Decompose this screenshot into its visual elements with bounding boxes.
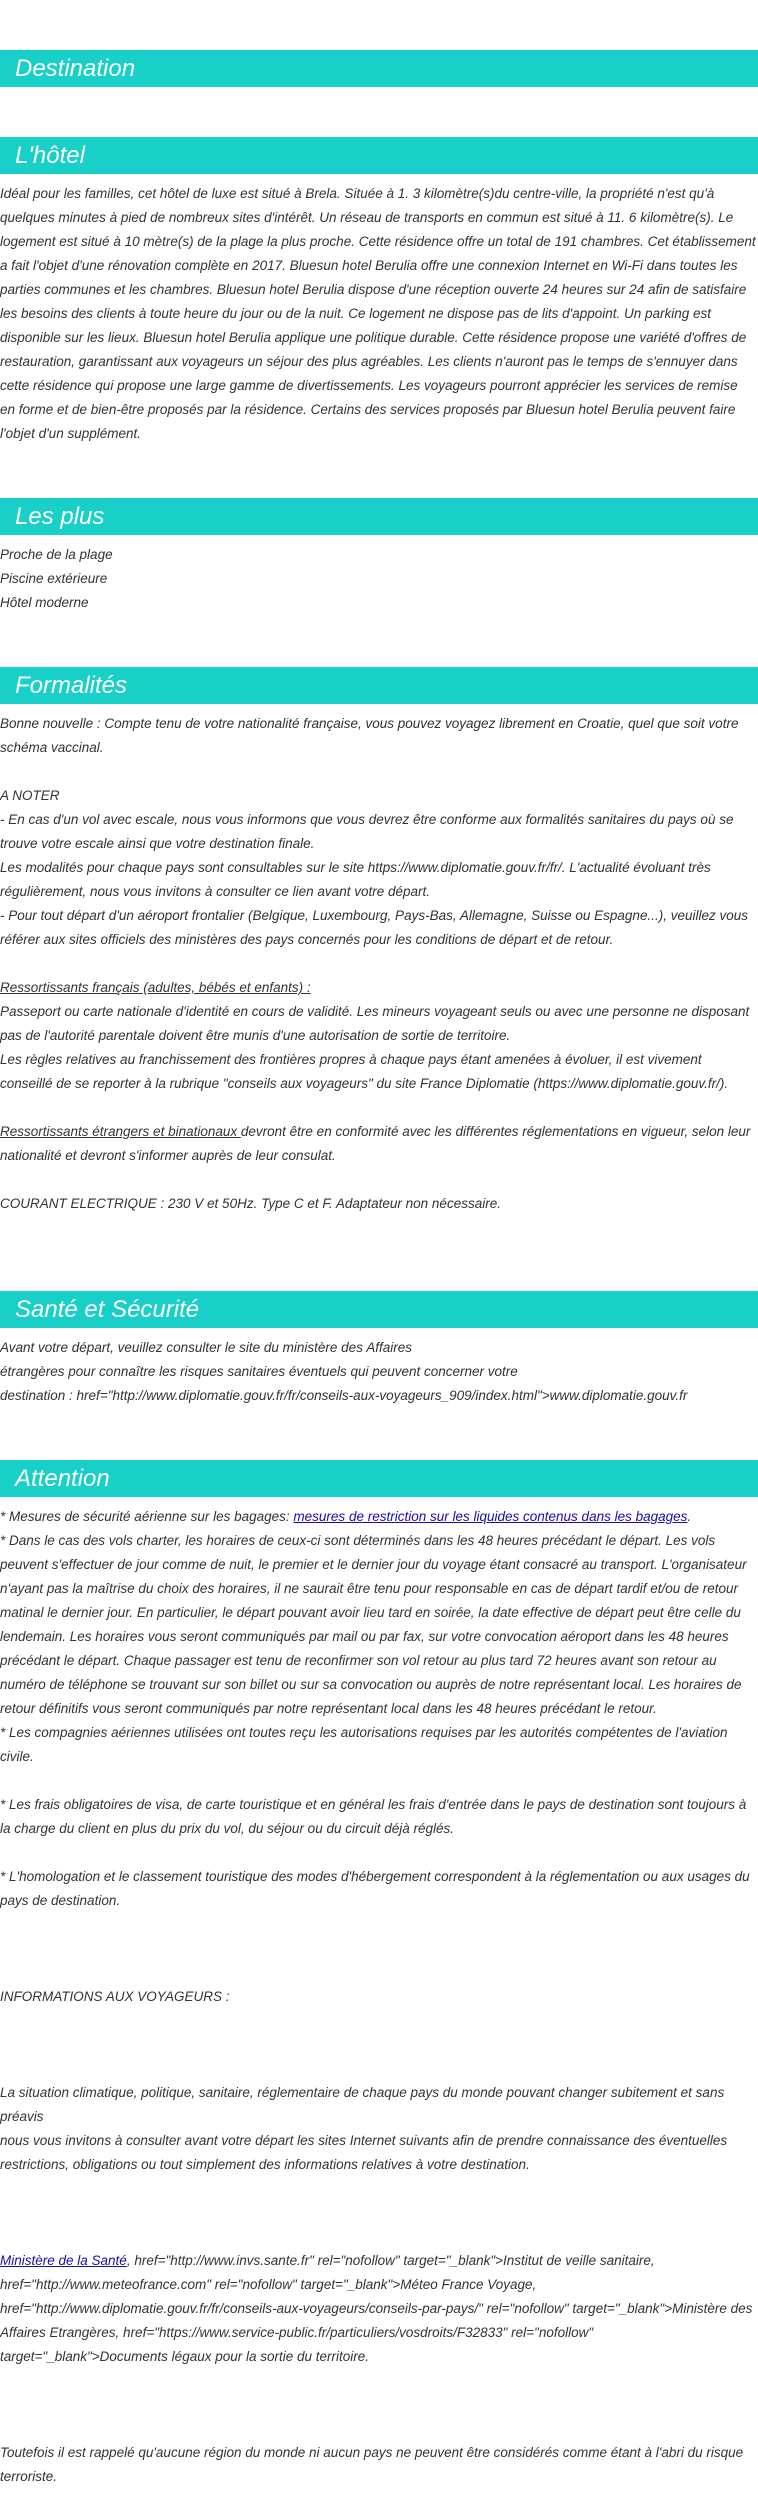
ressortissants-francais-title: Ressortissants français (adultes, bébés et enfants) : [0, 980, 311, 995]
section-plus [0, 498, 758, 615]
liquides-restriction-link[interactable]: mesures de restriction sur les liquides contenus dans les bagages [293, 1509, 688, 1524]
attention-frais: * Les frais obligatoires de visa, de carte touristique et en général les frais d'entrée dans le pays de destination sont toujours à la charge du client en plus du prix du vol, du séjour ou du circuit déjà réglés. [0, 1797, 747, 1836]
section-title-formalites: Formalités [0, 667, 758, 704]
ressortissants-francais-regles: Les règles relatives au franchissement des frontières propres à chaque pays étant amenées à évoluer, il est vivement conseillé de se reporter à la rubrique "conseils aux voyageurs" du site France Diplomatie (https://www.diplomatie.gouv.fr/). [0, 1052, 729, 1091]
attention-bagages-suffix: . [687, 1509, 692, 1524]
section-title-hotel: L'hôtel [0, 137, 758, 174]
attention-compagnies: * Les compagnies aériennes utilisées ont toutes reçu les autorisations requises par les autorités compétentes de l'aviation civile. [0, 1725, 728, 1764]
formalites-content [0, 712, 758, 1216]
anoter-escale: - En cas d'un vol avec escale, nous vous informons que vous devrez être conforme aux formalités sanitaires du pays où se trouve votre escale ainsi que votre destination finale. [0, 812, 734, 851]
plus-list [0, 543, 758, 615]
sante-content [0, 1336, 758, 1408]
attention-vols-charter: * Dans le cas des vols charter, les horaires de ceux-ci sont déterminés dans les 48 heures précédant le départ. Les vols peuvent s'effectuer de jour comme de nuit, le premier et le dernier jour du voyage étant consacré au transport. L'organisateur n'ayant pas la maîtrise du choix des horaires, il ne saurait être tenu pour responsable en cas de départ tardif et/ou de retour matinal le dernier jour. En particulier, le départ pouvant avoir lieu tard en soirée, la date effective de départ peut être celle du lendemain. Les horaires vous seront communiqués par mail ou par fax, sur votre convocation aéroport dans les 48 heures précédant le départ. Chaque passager est tenu de reconfirmer son vol retour au plus tard 72 heures avant son retour au numéro de téléphone se trouvant sur son billet ou sur sa convocation ou auprès de notre représentant local. Les horaires de retour définitifs vous seront communiqués par notre représentant local dans les 48 heures précédant le retour. [0, 1533, 747, 1716]
hotel-content [0, 182, 758, 446]
sante-line: étrangères pour connaître les risques sanitaires éventuels qui peuvent concerner votre [0, 1364, 518, 1379]
plus-item: Piscine extérieure [0, 571, 108, 586]
sante-line: Avant votre départ, veuillez consulter le site du ministère des Affaires [0, 1340, 412, 1355]
informations-voyageurs-situation: La situation climatique, politique, sanitaire, réglementaire de chaque pays du monde pouvant changer subitement et sans préavis [0, 2085, 725, 2124]
section-title-plus: Les plus [0, 498, 758, 535]
section-sante [0, 1291, 758, 1408]
terrorisme-rappel: Toutefois il est rappelé qu'aucune région du monde ni aucun pays ne peuvent être considérés comme étant à l'abri du risque terroriste. [0, 2445, 744, 2484]
formalites-intro: Bonne nouvelle : Compte tenu de votre nationalité française, vous pouvez voyagez librement en Croatie, quel que soit votre schéma vaccinal. [0, 716, 739, 755]
attention-content [0, 1505, 758, 2489]
section-attention [0, 1460, 758, 2489]
anoter-frontalier: - Pour tout départ d'un aéroport frontalier (Belgique, Luxembourg, Pays-Bas, Allemagne, Suisse ou Espagne...), veuillez vous référer aux sites officiels des ministères des pays concernés pour les conditions de départ et de retour. [0, 908, 748, 947]
plus-item: Hôtel moderne [0, 595, 89, 610]
ressortissants-etrangers-title: Ressortissants étrangers et binationaux [0, 1124, 241, 1139]
ressortissants-francais-documents: Passeport ou carte nationale d'identité en cours de validité. Les mineurs voyageant seuls ou avec une personne ne disposant pas de l'autorité parentale doivent être munis d'une autorisation de sortie de territoire. [0, 1004, 750, 1043]
hotel-description: Idéal pour les familles, cet hôtel de luxe est situé à Brela. Située à 1. 3 kilomètre(s)du centre-ville, la propriété n'est qu'à quelques minutes à pied de nombreux sites d'intérêt. Un réseau de transports en commun est situé à 11. 6 kilomètre(s). Le logement est situé à 10 mètre(s) de la plage la plus proche. Cette résidence offre un total de 191 chambres. Cet établissement a fait l'objet d'une rénovation complète en 2017. Bluesun hotel Berulia offre une connexion Internet en Wi-Fi dans toutes les parties communes et les chambres. Bluesun hotel Berulia dispose d'une réception ouverte 24 heures sur 24 afin de satisfaire les besoins des clients à toute heure du jour ou de la nuit. Ce logement ne dispose pas de lits d'appoint. Un parking est disponible sur les lieux. Bluesun hotel Berulia applique une politique durable. Cette résidence propose une variété d'offres de restauration, garantissant aux voyageurs un séjour des plus agréables. Les clients n'auront pas le temps de s'ennuyer dans cette résidence qui propose une large gamme de divertissements. Les voyageurs pourront apprécier les services de remise en forme et de bien-être proposés par la résidence. Certains des services proposés par Bluesun hotel Berulia peuvent faire l'objet d'un supplément. [0, 186, 756, 441]
plus-item: Proche de la plage [0, 547, 113, 562]
ministere-sante-link[interactable]: Ministère de la Santé [0, 2253, 127, 2268]
section-destination [0, 50, 758, 87]
section-title-attention: Attention [0, 1460, 758, 1497]
attention-bagages-prefix: * Mesures de sécurité aérienne sur les bagages: [0, 1509, 294, 1524]
attention-homologation: * L'homologation et le classement touristique des modes d'hébergement correspondent à la réglementation ou aux usages du pays de destination. [0, 1869, 750, 1908]
attention-bagages [0, 1505, 756, 1529]
links-rest-text: , href="http://www.invs.sante.fr" rel="nofollow" target="_blank">Institut de veille sanitaire, href="http://www.meteofrance.com" rel="nofollow" target="_blank">Méteo France Voyage, href="http://www.diplomatie.gouv.fr/fr/conseils-aux-voyageurs/conseils-par-pays/" rel="nofollow" target="_blank">Ministère des Affaires Etrangères, href="https://www.service-public.fr/particuliers/vosdroits/F32833" rel="nofollow" target="_blank">Documents légaux pour la sortie du territoire. [0, 2253, 753, 2364]
section-formalites [0, 667, 758, 1216]
sante-line: destination : href="http://www.diplomatie.gouv.fr/fr/conseils-aux-voyageurs_909/index.html">www.diplomatie.gouv.fr [0, 1388, 688, 1403]
anoter-modalites: Les modalités pour chaque pays sont consultables sur le site https://www.diplomatie.gouv.fr/fr/. L'actualité évoluant très régulièrement, nous vous invitons à consulter ce lien avant votre départ. [0, 860, 711, 899]
ressortissants-etrangers [0, 1120, 756, 1168]
anoter-title: A NOTER [0, 788, 60, 803]
section-title-sante: Santé et Sécurité [0, 1291, 758, 1328]
ressortissants-etrangers-text: devront être en conformité avec les différentes réglementations en vigueur, selon leur nationalité et devront s'informer auprès de leur consulat. [0, 1124, 751, 1163]
courant-electrique: COURANT ELECTRIQUE : 230 V et 50Hz. Type C et F. Adaptateur non nécessaire. [0, 1196, 501, 1211]
informations-voyageurs-sites: nous vous invitons à consulter avant votre départ les sites Internet suivants afin de prendre connaissance des éventuelles restrictions, obligations ou tout simplement des informations relatives à votre destination. [0, 2133, 728, 2172]
informations-voyageurs-title: INFORMATIONS AUX VOYAGEURS : [0, 1989, 230, 2004]
section-hotel [0, 137, 758, 446]
informations-voyageurs-links [0, 2249, 756, 2369]
section-title-destination: Destination [0, 50, 758, 87]
